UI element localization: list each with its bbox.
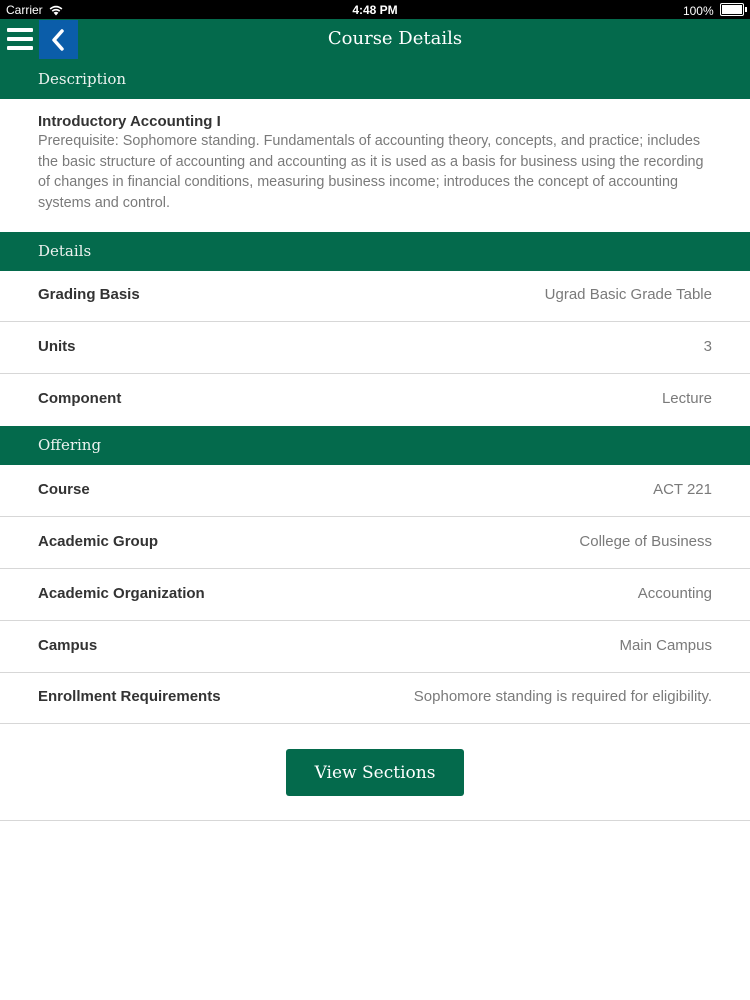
offering-row-campus (0, 621, 750, 673)
offering-row-course (0, 465, 750, 517)
detail-value: 3 (703, 338, 712, 355)
detail-row-units (0, 322, 750, 374)
offering-label: Enrollment Requirements (38, 688, 221, 705)
section-header-description: Description (0, 60, 750, 99)
offering-row-academic-organization (0, 569, 750, 621)
clock-time: 4:48 PM (352, 3, 398, 17)
offering-row-academic-group (0, 517, 750, 569)
detail-value: Ugrad Basic Grade Table (544, 286, 712, 303)
carrier-label: Carrier (6, 3, 43, 17)
nav-bar (0, 19, 750, 60)
offering-value: Sophomore standing is required for eligibility. (413, 688, 712, 705)
offering-row-enrollment-requirements (0, 672, 750, 724)
offering-value: ACT 221 (653, 481, 712, 498)
status-bar (0, 0, 750, 19)
section-header-offering: Offering (0, 426, 750, 465)
battery-icon (720, 3, 744, 16)
course-description-text: Prerequisite: Sophomore standing. Fundamentals of accounting theory, concepts, and practice; includes the basic structure of accounting and accounting as it is used as a basis for business using the recording of changes in financial conditions, measuring business income; introduces the concept of accounting systems and control. (38, 133, 704, 211)
view-sections-button[interactable]: View Sections (286, 749, 464, 796)
detail-label: Component (38, 390, 122, 407)
offering-value: College of Business (579, 533, 712, 550)
course-description (38, 113, 718, 213)
section-header-details: Details (0, 232, 750, 271)
detail-row-grading-basis (0, 270, 750, 322)
offering-label: Course (38, 481, 90, 498)
detail-label: Grading Basis (38, 286, 140, 303)
detail-value: Lecture (661, 390, 712, 407)
action-area (0, 723, 750, 821)
detail-label: Units (38, 338, 76, 355)
offering-label: Academic Organization (38, 585, 205, 602)
offering-value: Main Campus (619, 637, 712, 654)
battery-percent: 100% (682, 4, 714, 18)
course-title: Introductory Accounting I (38, 113, 221, 130)
detail-row-component (0, 374, 750, 426)
page-title: Course Details (327, 28, 463, 49)
offering-label: Academic Group (38, 533, 159, 550)
offering-label: Campus (38, 637, 98, 654)
battery-indicator (683, 3, 744, 18)
offering-value: Accounting (637, 585, 712, 602)
